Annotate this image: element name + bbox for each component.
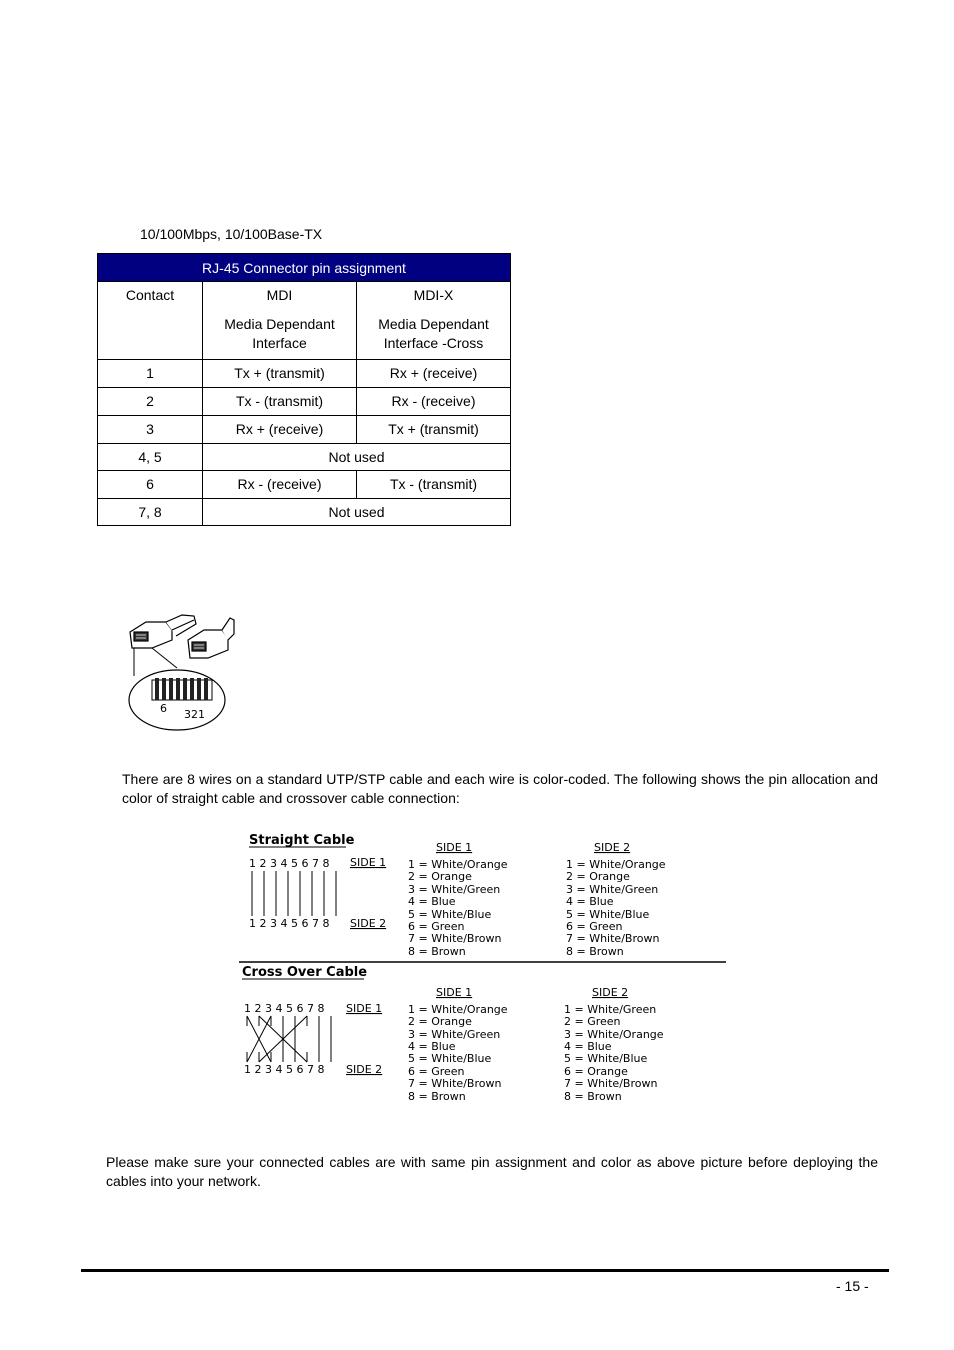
page-number: - 15 -: [836, 1278, 869, 1294]
list-item: 7 = White/Brown: [408, 1077, 502, 1090]
straight-side2-heading: SIDE 2: [594, 841, 631, 854]
list-item: 2 = Green: [564, 1015, 621, 1028]
cell-mdix: Tx - (transmit): [357, 471, 511, 499]
header-mdix: [357, 282, 511, 360]
table-row: [98, 499, 511, 526]
table-row: [98, 360, 511, 388]
header-mdix-desc: Media Dependant Interface -Cross: [378, 316, 489, 351]
straight-side1-heading: SIDE 1: [436, 841, 473, 854]
pin-label-6: 6: [160, 702, 167, 715]
list-item: 7 = White/Brown: [564, 1077, 658, 1090]
rj45-pin-table: [97, 253, 511, 526]
straight-pin-numbers-bottom: 1 2 3 4 5 6 7 8: [249, 917, 330, 930]
header-contact: Contact: [98, 282, 203, 360]
table-row: [98, 471, 511, 499]
list-item: 8 = Brown: [408, 945, 466, 958]
list-item: 3 = White/Green: [566, 883, 659, 896]
list-item: 3 = White/Orange: [564, 1028, 664, 1041]
cable-wiring-diagram: [236, 826, 730, 1106]
straight-side1-label: SIDE 1: [350, 856, 387, 869]
cell-mdi: Rx + (receive): [203, 416, 357, 444]
list-item: 6 = Green: [408, 1065, 465, 1078]
table-title: RJ-45 Connector pin assignment: [98, 254, 511, 282]
list-item: 8 = Brown: [408, 1090, 466, 1103]
cross-side2-label: SIDE 2: [346, 1063, 383, 1076]
list-item: 1 = White/Orange: [566, 858, 666, 871]
header-mdix-label: MDI-X: [413, 287, 454, 303]
cross-cable-title: Cross Over Cable: [242, 965, 368, 980]
table-row: [98, 444, 511, 471]
straight-side1-list: [408, 858, 508, 958]
table-row: [98, 416, 511, 444]
cross-side2-list: [564, 1003, 664, 1103]
cell-mdix: Tx + (transmit): [357, 416, 511, 444]
list-item: 2 = Orange: [408, 870, 472, 883]
list-item: 3 = White/Green: [408, 1028, 501, 1041]
list-item: 4 = Blue: [408, 1040, 456, 1053]
cell-contact: 3: [98, 416, 203, 444]
list-item: 6 = Green: [408, 920, 465, 933]
list-item: 2 = Orange: [566, 870, 630, 883]
cross-side2-heading: SIDE 2: [592, 986, 629, 999]
list-item: 8 = Brown: [566, 945, 624, 958]
cell-mdix: Rx + (receive): [357, 360, 511, 388]
wires-paragraph: There are 8 wires on a standard UTP/STP cable and each wire is color-coded. The following shows the pin allocation and color of straight cable and crossover cable connection:: [122, 771, 878, 806]
table-title-row: [98, 254, 511, 282]
table-header-row: [98, 282, 511, 360]
header-mdi: [203, 282, 357, 360]
cell-mdix: Rx - (receive): [357, 388, 511, 416]
list-item: 1 = White/Orange: [408, 1003, 508, 1016]
cell-merged: Not used: [203, 499, 511, 526]
straight-side2-list: [566, 858, 666, 958]
list-item: 6 = Orange: [564, 1065, 628, 1078]
cell-contact: 6: [98, 471, 203, 499]
cell-mdi: Rx - (receive): [203, 471, 357, 499]
list-item: 2 = Orange: [408, 1015, 472, 1028]
rj45-connector-illustration: [122, 610, 242, 735]
cross-side1-heading: SIDE 1: [436, 986, 473, 999]
header-mdi-desc: Media Dependant Interface: [224, 316, 335, 351]
table-row: [98, 388, 511, 416]
cross-wires: [247, 1016, 331, 1062]
cell-mdi: Tx + (transmit): [203, 360, 357, 388]
list-item: 3 = White/Green: [408, 883, 501, 896]
list-item: 5 = White/Blue: [564, 1052, 648, 1065]
cross-side1-list: [408, 1003, 508, 1103]
straight-cable-title: Straight Cable: [249, 833, 355, 848]
footer-rule: [81, 1269, 889, 1272]
list-item: 4 = Blue: [408, 895, 456, 908]
cross-pin-numbers-top: 1 2 3 4 5 6 7 8: [244, 1002, 325, 1015]
list-item: 4 = Blue: [564, 1040, 612, 1053]
cell-mdi: Tx - (transmit): [203, 388, 357, 416]
list-item: 5 = White/Blue: [566, 908, 650, 921]
speed-label: 10/100Mbps, 10/100Base-TX: [140, 226, 323, 242]
list-item: 7 = White/Brown: [408, 932, 502, 945]
list-item: 6 = Green: [566, 920, 623, 933]
closing-paragraph: Please make sure your connected cables are with same pin assignment and color as above picture before deploying the cables into your network.: [106, 1154, 878, 1189]
straight-side2-label: SIDE 2: [350, 917, 387, 930]
list-item: 1 = White/Green: [564, 1003, 657, 1016]
cell-contact: 2: [98, 388, 203, 416]
cross-side1-label: SIDE 1: [346, 1002, 383, 1015]
list-item: 4 = Blue: [566, 895, 614, 908]
straight-pin-numbers-top: 1 2 3 4 5 6 7 8: [249, 857, 330, 870]
list-item: 7 = White/Brown: [566, 932, 660, 945]
list-item: 5 = White/Blue: [408, 908, 492, 921]
pin-label-321: 321: [184, 708, 205, 721]
header-mdi-label: MDI: [266, 287, 293, 303]
cell-merged: Not used: [203, 444, 511, 471]
straight-wires: [252, 871, 336, 916]
cell-contact: 7, 8: [98, 499, 203, 526]
cross-pin-numbers-bottom: 1 2 3 4 5 6 7 8: [244, 1063, 325, 1076]
list-item: 8 = Brown: [564, 1090, 622, 1103]
list-item: 1 = White/Orange: [408, 858, 508, 871]
cell-contact: 1: [98, 360, 203, 388]
list-item: 5 = White/Blue: [408, 1052, 492, 1065]
cell-contact: 4, 5: [98, 444, 203, 471]
